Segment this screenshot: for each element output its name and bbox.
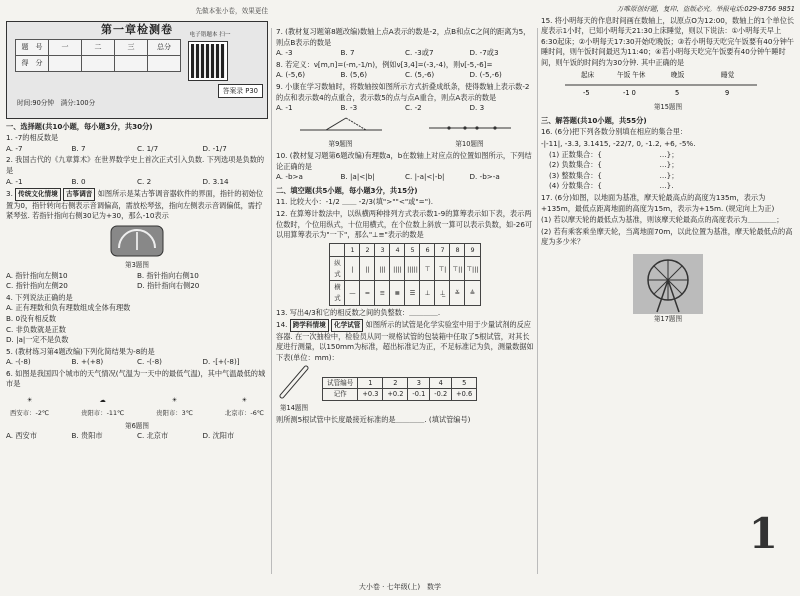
options — [6, 144, 268, 155]
options — [6, 271, 268, 292]
option[interactable]: B. 7 — [340, 48, 355, 58]
question-13: 13. 写出4/3和它的相反数之间的负整数：＿＿＿＿. — [276, 307, 441, 317]
option[interactable]: A. (-5,6) — [276, 70, 305, 80]
option[interactable]: C. 非负数就是正数 — [6, 324, 66, 334]
number-list: -|-11|, -3.3̇, 3.1415, -22/7, 0, -1.2, +6, -5%. — [541, 138, 696, 148]
measurement-table — [322, 377, 477, 401]
option[interactable]: C. -3或7 — [405, 48, 434, 58]
option[interactable]: B. 7 — [71, 143, 86, 153]
figure-caption: 第10题图 — [455, 140, 484, 149]
sun-icon: ☀ — [241, 396, 248, 405]
axis-tick: -1 0 — [623, 88, 636, 97]
axis-label: 午饭 午休 — [617, 70, 646, 79]
option[interactable]: A. -3 — [276, 48, 293, 58]
option[interactable]: D. -7或3 — [469, 48, 499, 58]
axis-label: 睡觉 — [721, 70, 735, 79]
page-footer: 大小卷 · 七年级(上) 数学 — [358, 583, 442, 591]
table-cell: 1 — [345, 243, 360, 257]
qr-label: 电子错题本 扫一 — [189, 31, 231, 38]
section-title: 一、选择题(共10小题，每小题3分，共30分) — [6, 121, 153, 131]
score-cell: 三 — [115, 40, 148, 56]
question-3: 3. 传统文化情境 古筝调音 如图所示是某古筝调音器软件的界面，指针的初始位置为0，指针转向右侧表示音调偏高，需放松琴弦，指向左侧表示音调偏低，需拧紧琴弦. 若指针指向右侧30记为+30，那么-10表示 — [6, 189, 264, 221]
question-9: 9. 小康在学习数轴时，将数轴按如图所示方式折叠成纸条，使得数轴上表示数-2的点和表示数4的点重合，表示数5的点与点A重合，则点A表示的数是 — [276, 81, 530, 102]
context-tag: 古筝调音 — [63, 188, 95, 201]
option[interactable]: A. 西安市 — [6, 431, 37, 441]
question-15: 15. 将小明每天的作息时间画在数轴上，以原点O为12:00，数轴上的1个单位长度表示1小时，已知小明每天21:30上床睡觉，则以下说法：①小明每天早上6:30起床；②小明每天17:30开始吃晚饭；③若小明每天吃完午饭要有40分钟午睡时间，则午饭时间最迟为11:40；④若小明每天吃完午饭要有40分钟午睡时间，则午饭的时间约为30分钟. 其中正确的是 — [541, 15, 795, 67]
figure-10 — [425, 114, 515, 150]
weather-item: ☀ 贵阳市：3℃ — [156, 392, 193, 419]
figure-caption: 第3题图 — [125, 260, 149, 269]
question-12: 12. 在算筹计数法中，以纵横两种排列方式表示数1-9的算筹表示如下表，表示两位数时，个位用纵式，十位用横式，在个位数上斜放一算可以表示负数，如-26可以用算筹表示为"一下"，那么"⊥≡"表示的数是 — [276, 208, 533, 240]
table-cell: 记作 — [323, 389, 358, 401]
option[interactable]: D. -[+(-8)] — [202, 357, 240, 367]
counting-rods-table: 1 2 3 4 5 6 7 8 9 纵式 | || ||| |||| ||||| ⊤ ⊤| ⊤|| ⊤||| 横式 — = ≡ ≣ ☰ ⊥ ⊥̲ ≚ ≜ — [329, 243, 480, 306]
weather-item: ☀ 西安市：-2℃ — [10, 392, 49, 419]
table-cell: +0.3 — [358, 389, 383, 401]
option[interactable]: B. -3 — [340, 103, 358, 113]
option[interactable]: D. -1/7 — [202, 143, 227, 153]
section-title: 二、填空题(共5小题，每小题3分，共15分) — [276, 185, 418, 195]
question-17: 17. (6分)如图，以地面为基准，摩天轮最高点的高度为135m，表示为+135m，最低点距离地面的高度为15m，表示为+15m. (规定向上为正) — [541, 192, 775, 213]
table-cell: 8 — [450, 243, 465, 257]
options — [6, 177, 268, 188]
table-cell: 2 — [383, 377, 408, 389]
table-cell: 6 — [420, 243, 435, 257]
option[interactable]: D. -b>-a — [469, 172, 500, 182]
axis-tick: -5 — [583, 88, 590, 97]
question-6: 6. 如图是我国四个城市的天气情况(气温为一天中的最低气温)，其中气温最低的城市是 — [6, 368, 266, 389]
number-line-figure — [425, 114, 515, 136]
q14-figure-and-table — [276, 364, 534, 414]
option[interactable]: C. (5,-6) — [405, 70, 435, 80]
question-text: 如图所示是某古筝调音器软件的界面，指针的初始位置为0，指针转向右侧表示音调偏高，需放松琴弦，指向左侧表示音调偏低，需拧紧琴弦. 若指针指向右侧30记为+30，那么-10表示 — [6, 189, 264, 221]
option[interactable]: C. -2 — [405, 103, 422, 113]
question-8: 8. 若定义：ν[m,n]=(-m,-1/n)，例如ν[3,4]=(-3,-4)，则ν[-5,-6]= — [276, 59, 493, 69]
score-cell: 得 分 — [16, 56, 49, 72]
option[interactable]: D. 指针指向右侧20 — [137, 281, 200, 291]
figure-14 — [276, 364, 312, 414]
sun-icon: ☀ — [26, 396, 33, 405]
axis-tick: 5 — [675, 88, 680, 97]
schedule-number-line-figure — [561, 69, 761, 99]
question-5: 5. (教材练习第4题改编)下列化简结果为-8的是 — [6, 346, 155, 356]
exam-header-box — [6, 21, 268, 119]
score-cell[interactable] — [49, 56, 82, 72]
option[interactable]: C. 2 — [137, 176, 152, 186]
qr-code-icon[interactable] — [189, 42, 227, 80]
option[interactable]: D. (-5,-6) — [469, 70, 502, 80]
option[interactable]: D. 沈阳市 — [202, 431, 235, 441]
set-answers — [541, 150, 795, 192]
column-divider — [271, 28, 272, 574]
score-cell: 总分 — [148, 40, 181, 56]
option[interactable]: A. -b>a — [276, 172, 303, 182]
q9-q10-figures — [276, 114, 534, 150]
option[interactable]: A. -1 — [276, 103, 293, 113]
table-cell: 试管编号 — [323, 377, 358, 389]
question-17-part2: (2) 若有乘客乘坐摩天轮，当离地面70m，以此位置为基准，摩天轮最低点的高度为多少米？ — [541, 226, 793, 247]
table-cell: -0.1 — [408, 389, 430, 401]
table-cell: -0.2 — [430, 389, 452, 401]
option[interactable]: B. (5,6) — [340, 70, 368, 80]
set-answer-line[interactable]: (1) 正数集合：{ …}； — [549, 149, 679, 159]
column-3 — [541, 0, 795, 324]
question-7: 7. (教材复习题第8题改编)数轴上点A表示的数是-2，点B和点C之间的距离为5，则点B表示的数是 — [276, 27, 531, 47]
option[interactable]: C. 北京市 — [137, 431, 169, 441]
question-14-answer: 则所测5根试管中长度最接近标准的是＿＿＿＿. (填试管编号) — [276, 414, 471, 424]
figure-caption: 第14题图 — [279, 404, 309, 413]
test-tube-figure — [276, 364, 312, 400]
option[interactable]: B. +(+8) — [71, 357, 104, 367]
table-cell — [330, 243, 345, 257]
axis-tick: 9 — [725, 88, 730, 97]
table-cell: 5 — [452, 377, 477, 389]
question-4: 4. 下列说法正确的是 — [6, 292, 73, 302]
ferris-wheel-icon — [633, 254, 703, 314]
table-cell: 2 — [360, 243, 375, 257]
options — [6, 357, 268, 368]
column-divider — [537, 28, 538, 574]
options — [276, 48, 534, 59]
table-cell: 9 — [465, 243, 480, 257]
option[interactable]: B. |a|<|b| — [340, 172, 375, 182]
option[interactable]: B. 指针指向右侧10 — [137, 270, 199, 280]
column-1 — [6, 0, 268, 442]
ferris-wheel-figure — [541, 254, 795, 314]
question-14: 14. 跨学科情境 化学试管 如图所示的试管是化学实验室中用于少量试剂的反应容器. 在一次抽检中，检验员从同一规格试管的包装箱中任取了5根试管，对其长度进行测量，以150mm为标准，超出标准记为正，不足标准记为负，测量数据如下表(单位：mm)： — [276, 320, 534, 363]
option[interactable]: C. -(-8) — [137, 357, 162, 367]
time-note: 时间:90分钟 满分:100分 — [17, 98, 96, 107]
option[interactable]: B. 0没有相反数 — [6, 313, 57, 323]
figure-caption: 第15题图 — [653, 103, 683, 112]
table-cell: 纵式 — [330, 257, 345, 281]
option[interactable]: B. 0 — [71, 176, 86, 186]
figure-caption: 第17题图 — [653, 314, 683, 323]
page-number-large: 1 — [748, 509, 778, 558]
score-cell: 一 — [49, 40, 82, 56]
table-cell: 4 — [390, 243, 405, 257]
table-cell: 1 — [358, 377, 383, 389]
question-16: 16. (6分)把下列各数分别填在相应的集合里： — [541, 127, 688, 137]
answer-tab[interactable]: 答案录 P30 — [218, 84, 263, 99]
option[interactable]: A. -1 — [6, 176, 23, 186]
option[interactable]: D. 3.14 — [202, 176, 229, 186]
set-answer-line[interactable]: (4) 分数集合：{ …}. — [549, 181, 674, 191]
context-tag: 传统文化情境 — [15, 188, 61, 201]
option[interactable]: C. |-a|<|-b| — [405, 172, 445, 182]
exam-title: 第一章检测卷 — [101, 22, 173, 36]
weather-item: ☁ 贵阳市：-11℃ — [81, 392, 124, 419]
options — [276, 172, 534, 183]
table-cell: 5 — [405, 243, 420, 257]
question-2: 2. 我国古代的《九章算术》在世界数学史上首次正式引入负数. 下列选项是负数的是 — [6, 155, 265, 175]
folded-number-line-figure — [296, 114, 386, 136]
column-2 — [276, 26, 534, 425]
option[interactable]: C. 指针指向左侧20 — [6, 281, 68, 291]
option[interactable]: C. 1/7 — [137, 143, 159, 153]
table-cell: +0.2 — [383, 389, 408, 401]
figure-9 — [296, 114, 386, 150]
weather-figure — [10, 392, 264, 419]
figure-caption: 第9题图 — [328, 140, 353, 149]
tuner-dial-figure — [107, 224, 167, 258]
axis-label: 起床 — [581, 70, 595, 79]
table-cell: 4 — [430, 377, 452, 389]
sun-icon: ☀ — [171, 396, 178, 405]
option[interactable]: D. |a|一定不是负数 — [6, 335, 69, 345]
set-answer-line[interactable]: (3) 整数集合：{ …}； — [549, 170, 679, 180]
options — [6, 431, 268, 442]
table-cell: 3 — [375, 243, 390, 257]
question-1: 1. -7的相反数是 — [6, 133, 59, 143]
top-note: 先做本张小卷，效果更佳 — [195, 7, 268, 15]
score-table — [15, 39, 181, 72]
score-cell[interactable] — [148, 56, 181, 72]
table-cell: 横式 — [330, 281, 345, 305]
options — [276, 103, 534, 114]
section-title: 三、解答题(共10小题，共55分) — [541, 115, 647, 125]
question-17-part1: (1) 若以摩天轮的最低点为基准，则该摩天轮最高点的高度表示为＿＿＿＿； — [541, 215, 784, 225]
options — [276, 70, 534, 81]
table-cell: 7 — [435, 243, 450, 257]
set-answer-line[interactable]: (2) 负数集合：{ …}； — [549, 160, 679, 170]
question-10: 10. (教材复习题第6题改编)有理数a，b在数轴上对应点的位置如图所示，下列结论正确的是 — [276, 150, 532, 171]
score-cell[interactable] — [115, 56, 148, 72]
score-cell: 二 — [82, 40, 115, 56]
option[interactable]: A. -7 — [6, 143, 23, 153]
question-text: 如图所示的试管是化学实验室中用于少量试剂的反应容器. 在一次抽检中，检验员从同一规格试管的包装箱中任取了5根试管，对其长度进行测量，以150mm为标准，超出标准记为正，不足标准记为负，测量数据如下表(单位：mm)： — [276, 320, 534, 363]
score-cell[interactable] — [82, 56, 115, 72]
option[interactable]: A. 指针指向左侧10 — [6, 270, 68, 280]
question-11: 11. 比较大小：-1/2 ＿＿ -2/3(填">""<"或"="). — [276, 197, 434, 207]
axis-label: 晚饭 — [671, 70, 685, 79]
option[interactable]: B. 贵阳市 — [71, 431, 103, 441]
option[interactable]: A. -(-8) — [6, 357, 31, 367]
score-cell: 题 号 — [16, 40, 49, 56]
option[interactable]: A. 正有理数和负有理数组成全体有理数 — [6, 303, 131, 313]
figure-caption: 第6题图 — [125, 421, 149, 430]
table-cell: 3 — [408, 377, 430, 389]
context-tag: 跨学科情境 — [290, 319, 329, 332]
weather-item: ☀ 北京市：-6℃ — [225, 392, 264, 419]
context-tag: 化学试管 — [331, 319, 363, 332]
copyright-note: 万唯原创好题，复印、盗版必究。举报电话:029-8756 9851 — [616, 5, 795, 13]
cloud-icon: ☁ — [99, 396, 106, 405]
option[interactable]: D. 3 — [469, 103, 485, 113]
table-cell: +0.6 — [452, 389, 477, 401]
